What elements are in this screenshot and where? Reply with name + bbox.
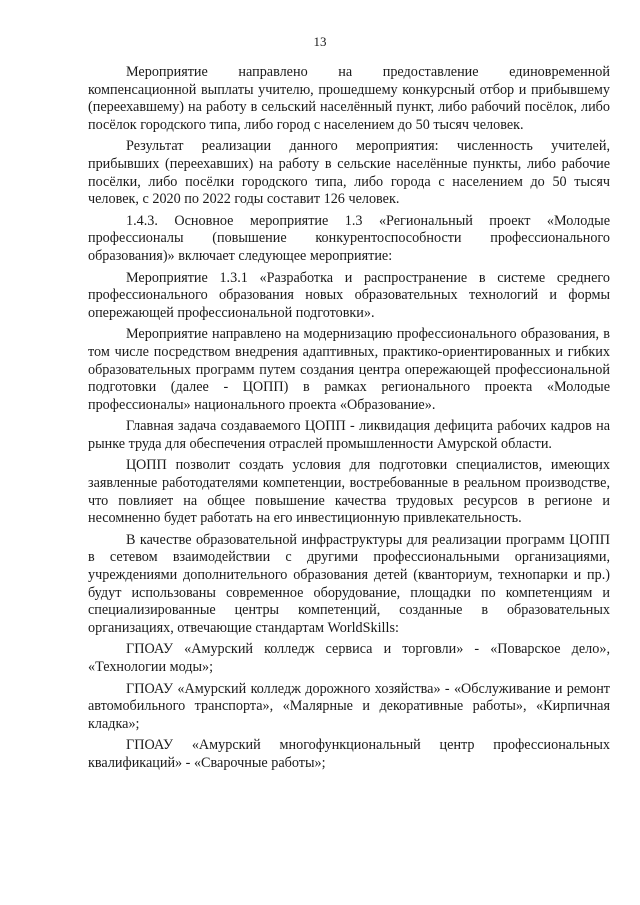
- paragraph-copp-conditions: ЦОПП позволит создать условия для подготовки специалистов, имеющих заявленные работодателями компетенции, востребованные в реальном производстве, что повлияет на общее повышение качества трудовых ресурсов в регионе и несомненно будет работать на его инвестиционную привлекательность.: [88, 457, 610, 527]
- paragraph-payment-measure: Мероприятие направлено на предоставление единовременной компенсационной выплаты учителю, прошедшему конкурсный отбор и прибывшему (переехавшему) на работу в сельский населённый пункт, либо рабочий посёлок, либо посёлок городского типа, либо город с населением до 50 тысяч человек.: [88, 64, 610, 133]
- paragraph-multifunctional-center: ГПОАУ «Амурский многофункциональный центр профессиональных квалификаций» - «Сварочные работы»;: [88, 737, 610, 771]
- paragraph-main-measure-1-3: 1.4.3. Основное мероприятие 1.3 «Региональный проект «Молодые профессионалы (повышение конкурентоспособности профессионального образования)» включает следующее мероприятие:: [88, 212, 610, 264]
- document-body: [88, 64, 610, 777]
- paragraph-modernization: Мероприятие направлено на модернизацию профессионального образования, в том числе посредством внедрения адаптивных, практико-ориентированных и гибких образовательных программ путем создания центра опережающей профессиональной подготовки (далее - ЦОПП) в рамках регионального проекта «Молодые профессионалы» национального проекта «Образование».: [88, 326, 610, 413]
- paragraph-payment-result: Результат реализации данного мероприятия: численность учителей, прибывших (переехавших) на работу в сельские населённые пункты, либо рабочие посёлки, либо посёлки городского типа, либо города с населением до 50 тысяч человек, с 2020 по 2022 годы составит 126 человек.: [88, 138, 610, 208]
- paragraph-infrastructure: В качестве образовательной инфраструктуры для реализации программ ЦОПП в сетевом взаимодействии с другими профессиональными организациями, учреждениями дополнительного образования детей (кванториум, технопарки и пр.) будут использованы современное оборудование, площадки по компетенциям и специализированные центры компетенций, созданные в образовательных организациях, отвечающие стандартам WorldSkills:: [88, 531, 610, 636]
- paragraph-college-road: ГПОАУ «Амурский колледж дорожного хозяйства» - «Обслуживание и ремонт автомобильного транспорта», «Малярные и декоративные работы», «Кирпичная кладка»;: [88, 680, 610, 732]
- paragraph-main-task: Главная задача создаваемого ЦОПП - ликвидация дефицита рабочих кадров на рынке труда для обеспечения отраслей промышленности Амурской области.: [88, 418, 610, 452]
- page-number: 13: [313, 34, 327, 49]
- paragraph-measure-1-3-1: Мероприятие 1.3.1 «Разработка и распространение в системе среднего профессионального образования новых образовательных технологий и формы опережающей профессиональной подготовки».: [88, 269, 610, 321]
- paragraph-college-service-trade: ГПОАУ «Амурский колледж сервиса и торговли» - «Поварское дело», «Технологии моды»;: [88, 641, 610, 675]
